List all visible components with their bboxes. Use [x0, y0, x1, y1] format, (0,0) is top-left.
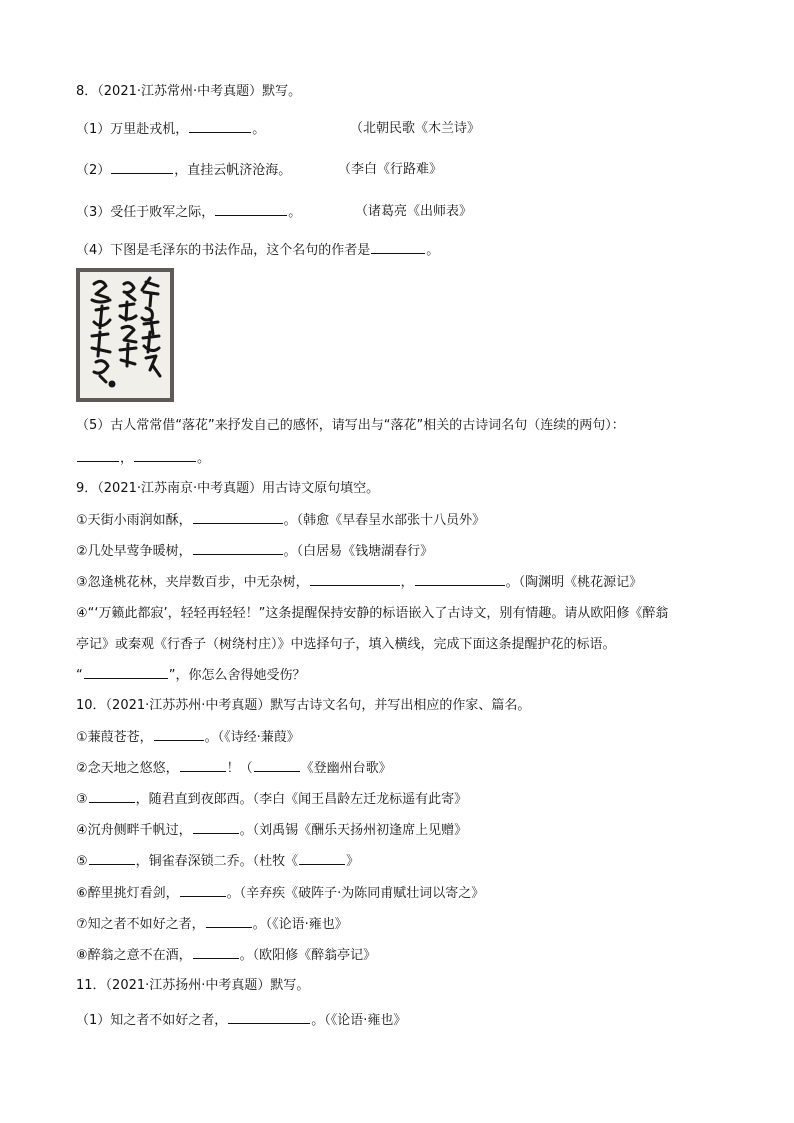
q11-item-1	[76, 1011, 406, 1030]
q8-item-1-end: 。	[252, 122, 266, 137]
answer-blank[interactable]	[189, 120, 251, 133]
answer-blank[interactable]	[371, 241, 425, 254]
q9-item-2-text: ②几处早莺争暖树，	[76, 544, 192, 559]
q10-item-3-end: ，随君直到夜郎西。（李白《闻王昌龄左迁龙标遥有此寄》	[135, 792, 468, 807]
q8-item-3	[76, 203, 301, 222]
q8-heading: 8．（2021·江苏常州·中考真题）默写。	[76, 84, 302, 99]
answer-blank[interactable]	[77, 449, 119, 462]
q10-item-2-mid: ！（	[226, 761, 253, 776]
q9-item-4-line-1: ④“‘万籁此都寂’，轻轻再轻轻！”这条提醒保持安静的标语嵌入了古诗文，别有情趣。请从欧阳修《醉翁	[76, 606, 669, 621]
q9-item-2-end: 。（白居易《钱塘湖春行》	[283, 544, 434, 559]
q10-item-4-text: ④沉舟侧畔千帆过，	[76, 823, 192, 838]
answer-blank[interactable]	[193, 946, 239, 959]
q10-item-7-text: ⑦知之者不如好之者，	[76, 917, 205, 932]
q9-item-1	[76, 511, 485, 530]
q8-item-2-text: （2）	[76, 163, 111, 178]
q10-item-7-end: 。（《论语·雍也》	[252, 917, 348, 932]
q10-item-6-end: 。（辛弃疾《破阵子·为陈同甫赋壮词以寄之》	[226, 886, 485, 901]
answer-blank[interactable]	[89, 852, 135, 865]
q8-item-5: （5）古人常常借“落花”来抒发自己的感怀，请写出与“落花”相关的古诗词名句（连续的两句）：	[76, 418, 625, 433]
q8-item-1-source: （北朝民歌《木兰诗》	[350, 121, 481, 136]
q10-item-3	[76, 790, 467, 809]
q8-item-5-answer	[76, 449, 210, 468]
q9-item-4-line-2: 亭记》或秦观《行香子（树绕村庄）》中选择句子，填入横线，完成下面这条提醒护花的标语。	[76, 637, 616, 652]
q8-item-2	[76, 161, 291, 180]
q9-item-1-end: 。（韩愈《早春呈水部张十八员外》	[283, 513, 486, 528]
q9-item-4-slogan	[76, 666, 306, 685]
q10-item-5-end: 》	[346, 854, 360, 869]
q8-item-2-end: ，直挂云帆济沧海。	[174, 163, 292, 178]
q8-item-4-text: （4）下图是毛泽东的书法作品，这个名句的作者是	[76, 243, 371, 258]
answer-blank[interactable]	[89, 790, 135, 803]
answer-blank[interactable]	[193, 511, 283, 524]
q10-item-5	[76, 852, 359, 871]
answer-blank[interactable]	[206, 915, 252, 928]
q11-item-1-text: （1）知之者不如好之者，	[76, 1013, 228, 1028]
q10-item-7	[76, 915, 348, 934]
q8-item-1-text: （1）万里赴戎机，	[76, 122, 189, 137]
q8-item-2-source: （李白《行路难》	[338, 162, 443, 177]
q10-item-8	[76, 946, 376, 965]
q10-item-5-text: ⑤	[76, 854, 88, 869]
answer-blank[interactable]	[299, 852, 345, 865]
answer-blank[interactable]	[154, 728, 204, 741]
q10-item-4-end: 。（刘禹锡《酬乐天扬州初逢席上见赠》	[239, 823, 468, 838]
answer-blank[interactable]	[215, 203, 287, 216]
q10-item-1-text: ①蒹葭苍苍，	[76, 730, 153, 745]
q10-item-8-text: ⑧醉翁之意不在酒，	[76, 948, 192, 963]
calligraphy-image	[76, 268, 174, 402]
answer-blank[interactable]	[254, 759, 300, 772]
q10-item-2	[76, 759, 392, 778]
q8-item-5-end: 。	[197, 451, 211, 466]
q8-item-1	[76, 120, 265, 139]
q10-item-8-end: 。（欧阳修《醉翁亭记》	[239, 948, 377, 963]
q8-item-3-source: （诸葛亮《出师表》	[355, 204, 473, 219]
answer-blank[interactable]	[180, 759, 226, 772]
q9-item-3-end: 。（陶渊明《桃花源记》	[505, 575, 643, 590]
q9-item-4-quote-open: “	[76, 668, 83, 683]
q9-item-3	[76, 573, 642, 592]
q10-item-1	[76, 728, 300, 747]
answer-blank[interactable]	[111, 161, 173, 174]
q9-item-3-text: ③忽逢桃花林，夹岸数百步，中无杂树，	[76, 575, 309, 590]
q9-item-2	[76, 542, 433, 561]
q8-item-4-end: 。	[426, 243, 440, 258]
q10-heading: 10．（2021·江苏苏州·中考真题）默写古诗文名句，并写出相应的作家、篇名。	[76, 698, 531, 713]
calligraphy-strokes	[80, 272, 170, 398]
answer-blank[interactable]	[193, 542, 283, 555]
q9-item-4-quote-end: ”，你怎么舍得她受伤？	[168, 668, 306, 683]
q10-item-3-text: ③	[76, 792, 88, 807]
answer-blank[interactable]	[180, 884, 226, 897]
answer-blank[interactable]	[310, 573, 400, 586]
q10-item-2-end: 《登幽州台歌》	[300, 761, 392, 776]
q10-item-6-text: ⑥醉里挑灯看剑，	[76, 886, 179, 901]
q9-item-3-comma: ，	[400, 575, 414, 590]
q10-item-5-mid: ，铜雀春深锁二乔。（杜牧《	[135, 854, 299, 869]
answer-blank[interactable]	[84, 666, 168, 679]
answer-blank[interactable]	[134, 449, 196, 462]
answer-blank[interactable]	[193, 821, 239, 834]
q8-item-5-comma: ，	[120, 451, 134, 466]
q10-item-4	[76, 821, 467, 840]
q9-heading: 9．（2021·江苏南京·中考真题）用古诗文原句填空。	[76, 481, 380, 496]
answer-blank[interactable]	[228, 1011, 310, 1024]
q8-item-3-text: （3）受任于败军之际，	[76, 205, 215, 220]
q8-item-4	[76, 241, 439, 260]
answer-blank[interactable]	[415, 573, 505, 586]
q8-item-3-end: 。	[288, 205, 302, 220]
q9-item-1-text: ①天街小雨润如酥，	[76, 513, 192, 528]
q10-item-2-text: ②念天地之悠悠，	[76, 761, 179, 776]
q11-item-1-end: 。（《论语·雍也》	[311, 1013, 407, 1028]
q10-item-1-end: 。（《诗经·蒹葭》	[204, 730, 300, 745]
q11-heading: 11．（2021·江苏扬州·中考真题）默写。	[76, 978, 310, 993]
q10-item-6	[76, 884, 484, 903]
